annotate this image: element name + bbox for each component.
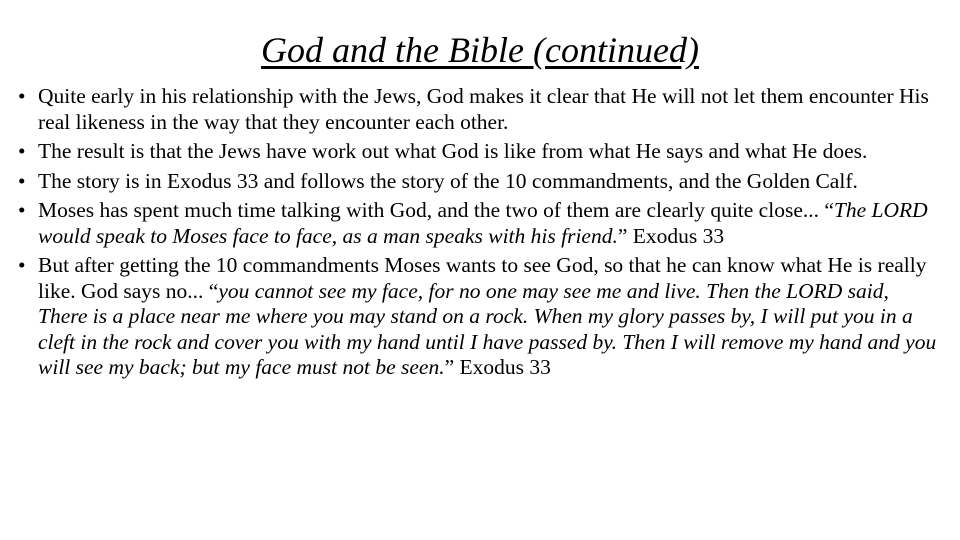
scripture-reference: ” Exodus 33 — [617, 223, 725, 248]
bullet-list — [18, 84, 943, 385]
slide-title: God and the Bible (continued) — [261, 30, 699, 70]
bullet-dot: • — [18, 253, 26, 277]
scripture-quote: you cannot see my face, for no one may see me and live. Then the LORD said, There is a place near me where you may stand on a rock. When my glory passes by, I will put you in a cleft in the rock and cover you with my hand until I have passed by. Then I will remove my hand and you will see my back; but my face must not be seen. — [38, 278, 937, 379]
bullet-dot: • — [18, 84, 26, 108]
bullet-dot: • — [18, 139, 26, 163]
bullet-dot: • — [18, 168, 26, 193]
bullet-dot: • — [18, 198, 26, 222]
bullet-item-1 — [18, 84, 943, 135]
bullet-item-3 — [18, 169, 943, 195]
bullet-text: The result is that the Jews have work out what God is like from what He says and what He does. — [38, 139, 868, 163]
bullet-text: Moses has spent much time talking with God, and the two of them are clearly quite close... “ — [38, 198, 834, 222]
scripture-quote: The LORD would speak to Moses face to face, as a man speaks with his friend. — [38, 198, 928, 248]
bullet-item-5 — [18, 253, 943, 381]
bullet-text: But after getting the 10 commandments Moses wants to see God, so that he can know what He is really like. God says no... “ — [38, 253, 927, 303]
scripture-reference: ” Exodus 33 — [444, 355, 551, 379]
bullet-item-2 — [18, 139, 943, 165]
bullet-item-4 — [18, 198, 943, 249]
bullet-text: Quite early in his relationship with the Jews, God makes it clear that He will not let them encounter His real likeness in the way that they encounter each other. — [38, 84, 929, 134]
bullet-text: The story is in Exodus 33 and follows the story of the 10 commandments, and the Golden Calf. — [38, 168, 858, 193]
